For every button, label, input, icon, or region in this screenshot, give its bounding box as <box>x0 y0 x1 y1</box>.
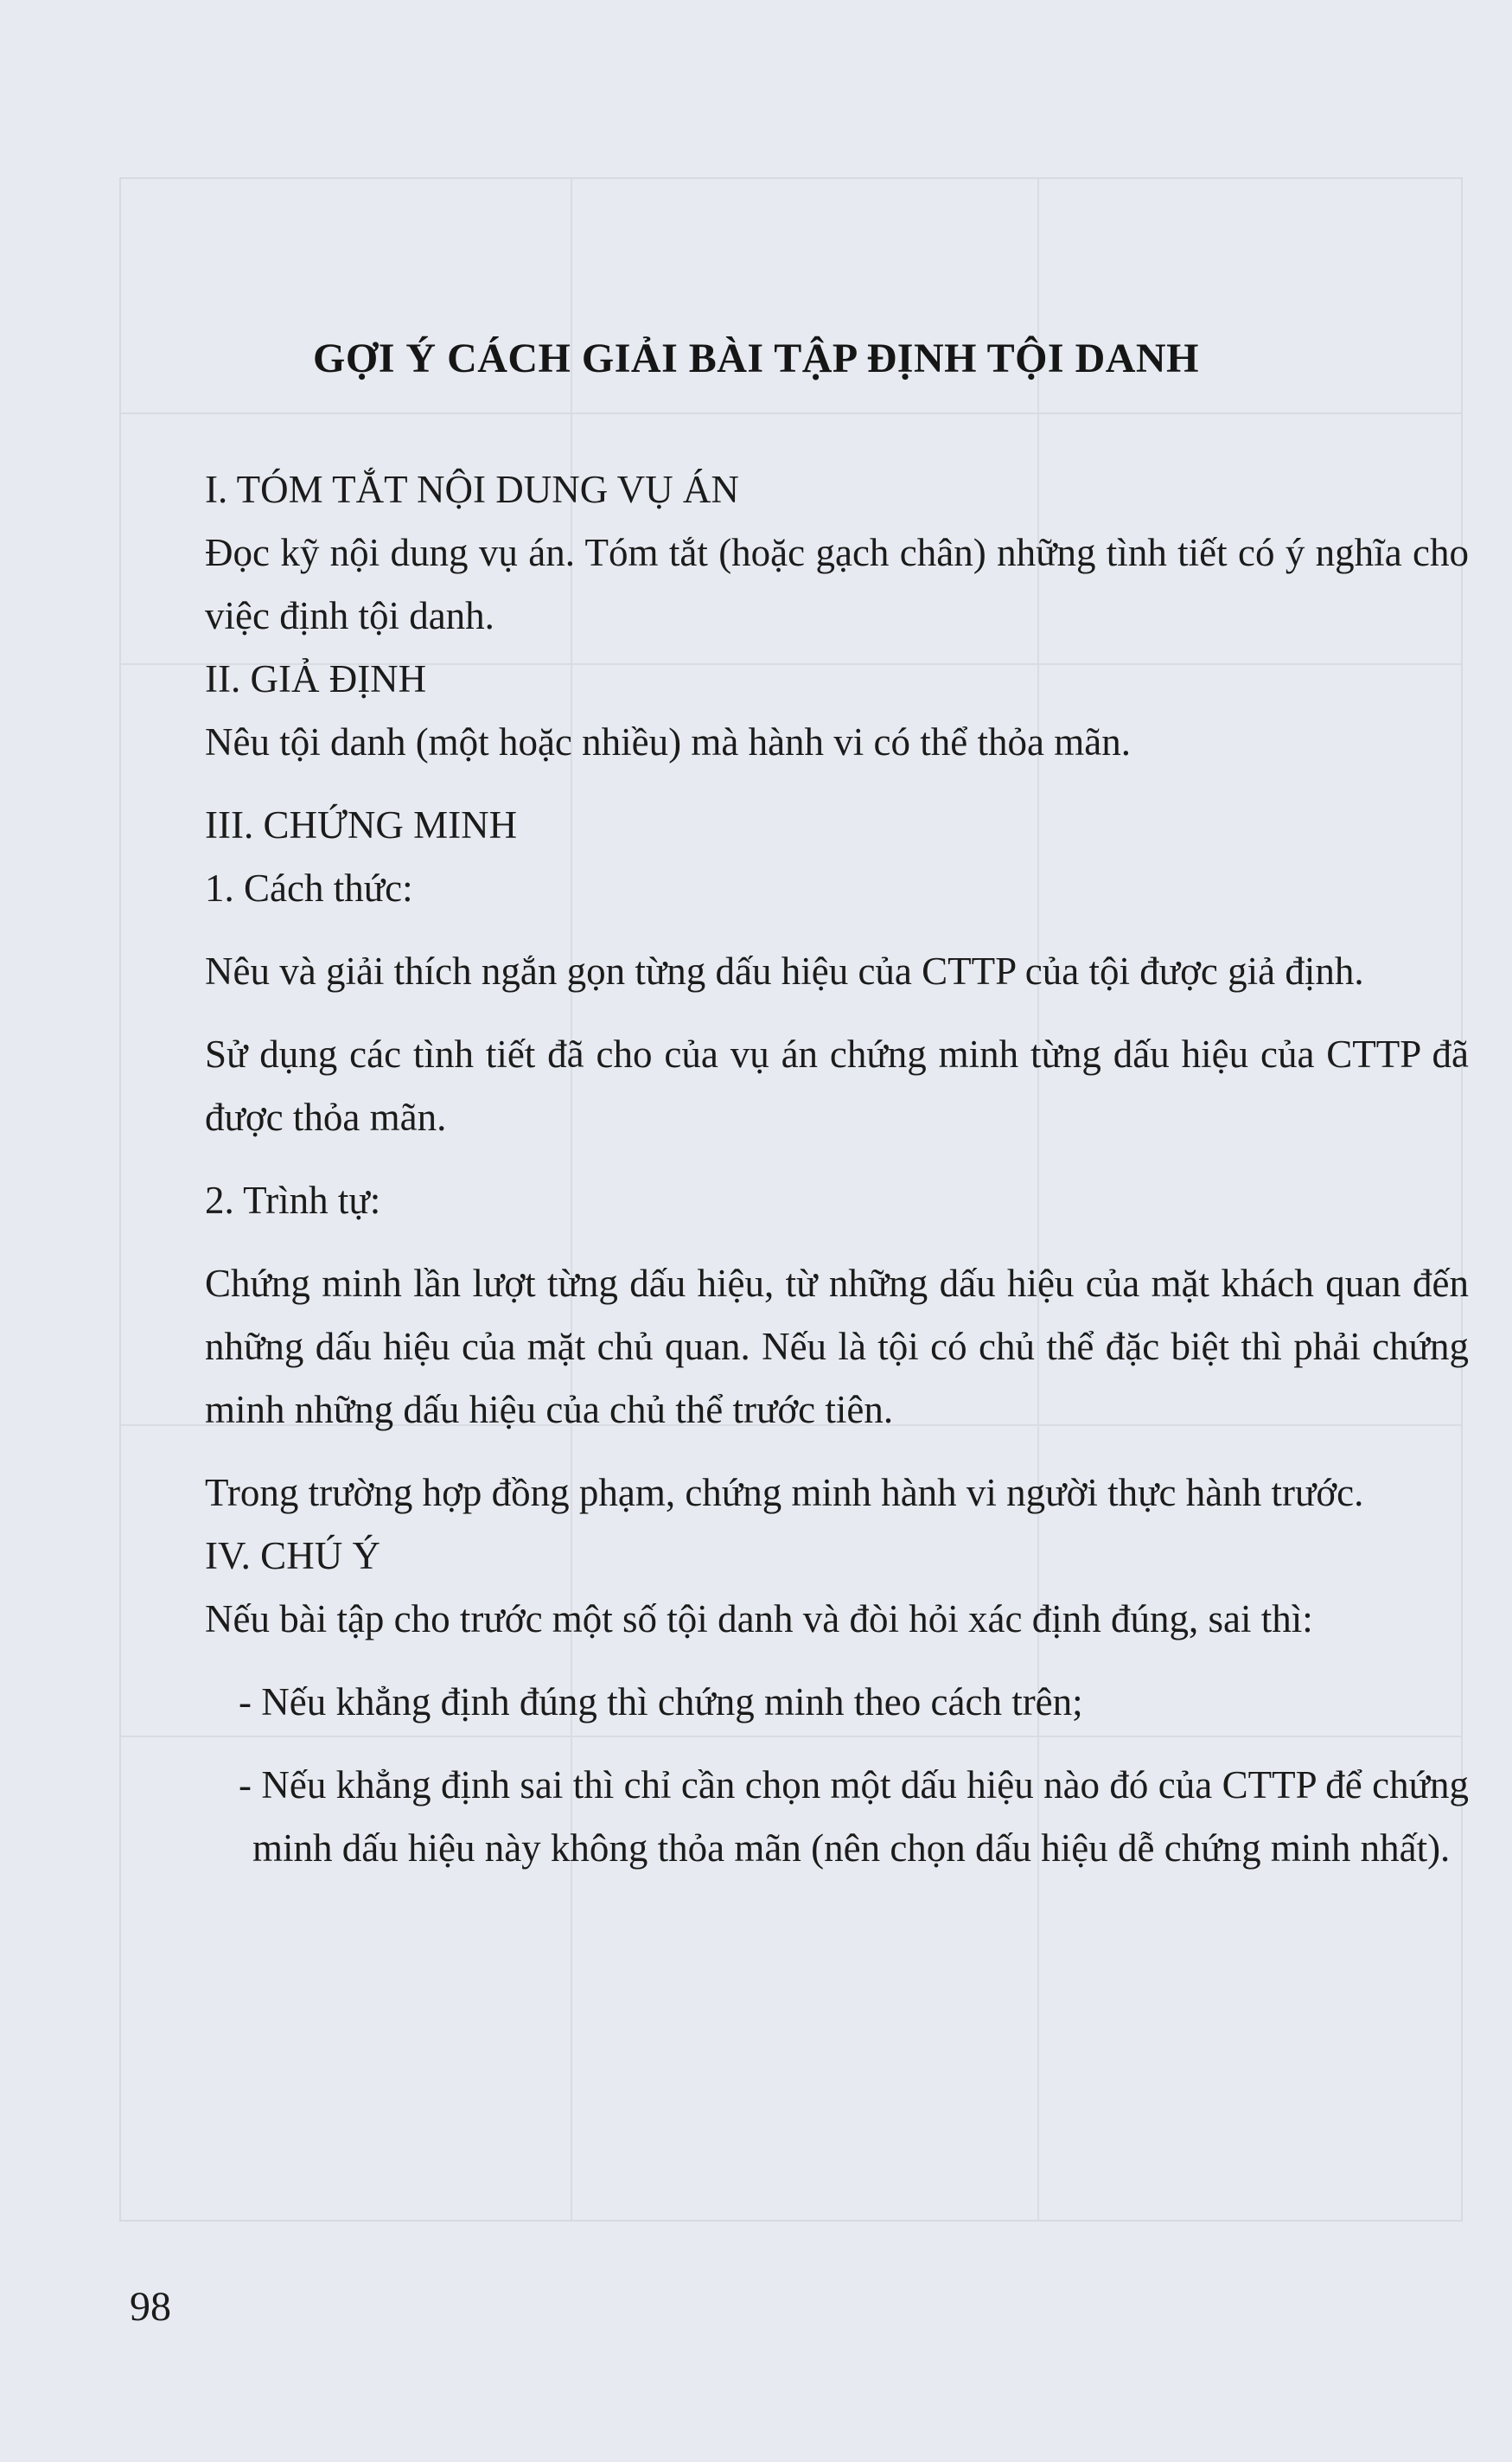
section-heading-note: IV. CHÚ Ý <box>205 1534 380 1577</box>
page-title: GỢI Ý CÁCH GIẢI BÀI TẬP ĐỊNH TỘI DANH <box>313 336 1199 382</box>
paragraph: Chứng minh lần lượt từng dấu hiệu, từ những dấu hiệu của mặt khách quan đến những dấu hiệu của mặt chủ quan. Nếu là tội có chủ thể đặc biệt thì phải chứng minh những dấu hiệu của chủ thể trước tiên. <box>205 1262 1469 1431</box>
paragraph: Nếu bài tập cho trước một số tội danh và đòi hỏi xác định đúng, sai thì: <box>205 1597 1313 1640</box>
section-heading-assumption: II. GIẢ ĐỊNH <box>205 657 427 700</box>
paragraph: Trong trường hợp đồng phạm, chứng minh hành vi người thực hành trước. <box>205 1471 1364 1514</box>
page-number: 98 <box>130 2284 171 2330</box>
section-heading-summary: I. TÓM TẮT NỘI DUNG VỤ ÁN <box>205 468 739 511</box>
list-item: - Nếu khẳng định đúng thì chứng minh theo cách trên; <box>239 1680 1083 1723</box>
paragraph: Đọc kỹ nội dung vụ án. Tóm tắt (hoặc gạch chân) những tình tiết có ý nghĩa cho việc định tội danh. <box>205 531 1469 637</box>
paragraph: Nêu tội danh (một hoặc nhiều) mà hành vi có thể thỏa mãn. <box>205 720 1131 764</box>
paragraph: Nêu và giải thích ngắn gọn từng dấu hiệu của CTTP của tội được giả định. <box>205 950 1364 993</box>
list-item: - Nếu khẳng định sai thì chỉ cần chọn một dấu hiệu nào đó của CTTP để chứng minh dấu hiệu này không thỏa mãn (nên chọn dấu hiệu dễ chứng minh nhất). <box>239 1763 1469 1870</box>
subheading-order: 2. Trình tự: <box>205 1179 381 1222</box>
document-body <box>205 458 1469 1880</box>
section-heading-proof: III. CHỨNG MINH <box>205 803 518 847</box>
paragraph: Sử dụng các tình tiết đã cho của vụ án chứng minh từng dấu hiệu của CTTP đã được thỏa mãn. <box>205 1033 1469 1139</box>
subheading-method: 1. Cách thức: <box>205 866 413 910</box>
